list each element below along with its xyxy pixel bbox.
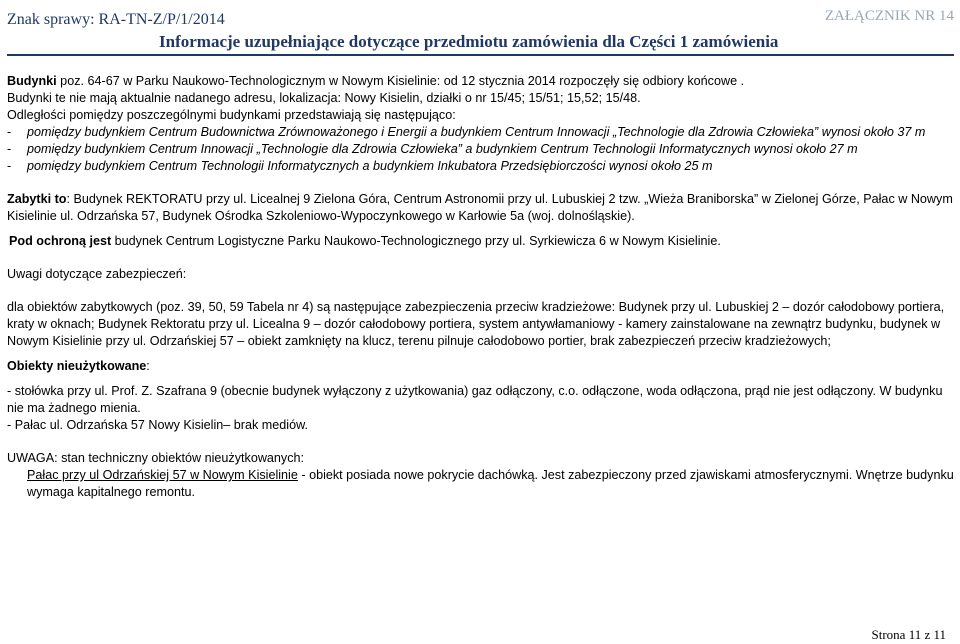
distance-text: pomiędzy budynkiem Centrum Innowacji „Technologie dla Zdrowia Człowieka” a budynkiem Centrum Technologii Informatycznych wynosi około 27 m bbox=[27, 142, 858, 156]
protection-text: budynek Centrum Logistyczne Parku Naukowo-Technologicznego przy ul. Syrkiewicza 6 w Nowym Kisielinie. bbox=[111, 234, 721, 248]
document-body bbox=[7, 73, 957, 501]
distance-text: pomiędzy budynkiem Centrum Budownictwa Zrównoważonego i Energii a budynkiem Centrum Innowacji „Technologie dla Zdrowia Człowieka” wynosi około 37 m bbox=[27, 125, 926, 139]
protection-paragraph bbox=[7, 233, 957, 250]
unused-item: - stołówka przy ul. Prof. Z. Szafrana 9 (obecnie budynek wyłączony z użytkowania) gaz odłączony, c.o. odłączone, woda odłączona, prąd nie jest odłączony. W budynku nie ma żadnego mienia. bbox=[7, 384, 943, 415]
buildings-label: Budynki bbox=[7, 74, 57, 88]
page-number: Strona 11 z 11 bbox=[871, 627, 946, 642]
monuments-label: Zabytki to bbox=[7, 192, 67, 206]
distance-item: - pomiędzy budynkiem Centrum Technologii Informatycznych a budynkiem Inkubatora Przedsiębiorczości wynosi około 25 m bbox=[7, 159, 713, 173]
note-text: - obiekt posiada nowe pokrycie dachówką. Jest zabezpieczony przed zjawiskami atmosferycznymi. Wnętrze budynku wymaga kapitalnego remontu. bbox=[27, 468, 954, 499]
distance-text: pomiędzy budynkiem Centrum Technologii Informatycznych a budynkiem Inkubatora Przedsiębiorczości wynosi około 25 m bbox=[27, 159, 713, 173]
buildings-paragraph bbox=[7, 73, 957, 90]
distance-item: - pomiędzy budynkiem Centrum Budownictwa Zrównoważonego i Energii a budynkiem Centrum Innowacji „Technologie dla Zdrowia Człowieka” wynosi około 37 m bbox=[7, 125, 926, 139]
monuments-paragraph bbox=[7, 191, 957, 225]
note-place: Pałac przy ul Odrzańskiej 57 w Nowym Kisielinie bbox=[27, 468, 298, 482]
distance-item: - pomiędzy budynkiem Centrum Innowacji „Technologie dla Zdrowia Człowieka” a budynkiem Centrum Technologii Informatycznych wynosi około 27 m bbox=[7, 142, 858, 156]
buildings-text: poz. 64-67 w Parku Naukowo-Technologicznym w Nowym Kisielinie: od 12 stycznia 2014 rozpoczęły się odbiory końcowe . bbox=[56, 74, 745, 88]
distances-intro: Odległości pomiędzy poszczególnymi budynkami przedstawiają się następująco: bbox=[7, 108, 456, 122]
case-number: Znak sprawy: RA-TN-Z/P/1/2014 bbox=[7, 11, 225, 28]
protection-label: Pod ochroną jest bbox=[9, 234, 112, 248]
address-paragraph: Budynki te nie mają aktualnie nadanego adresu, lokalizacja: Nowy Kisielin, działki o nr 15/45; 15/51; 15,52; 15/48. bbox=[7, 91, 641, 105]
security-paragraph: dla obiektów zabytkowych (poz. 39, 50, 59 Tabela nr 4) są następujące zabezpieczenia przeciw kradzieżowe: Budynek przy ul. Lubuskiej 2 – dozór całodobowy portiera, kraty w oknach; Budynek Rektoratu przy ul. Licealna 9 – dozór całodobowy portiera, system antywłamaniowy - kamery zainstalowane na zewnątrz budynku, budynek w Nowym Kisielinie przy ul. Odrzańskiej 57 – obiekt zamknięty na klucz, terenu pilnuje całodobowo portier, brak zabezpieczeń przeciw kradzieżowych; bbox=[7, 300, 945, 348]
note-label: UWAGA: stan techniczny obiektów nieużytkowanych: bbox=[7, 451, 305, 465]
distances-section bbox=[7, 107, 957, 175]
document-title: Informacje uzupełniające dotyczące przedmiotu zamówienia dla Części 1 zamówienia bbox=[159, 32, 779, 51]
monuments-text: : Budynek REKTORATU przy ul. Licealnej 9 Zielona Góra, Centrum Astronomii przy ul. Lubuskiej 2 tzw. „Wieża Braniborska” w Zielonej Górze, Pałac w Nowym Kisielinie ul. Odrzańska 57, Budynek Ośrodka Szkoleniowo-Wypoczynkowego w Karłowie 5a (woj. dolnośląskie). bbox=[7, 192, 953, 223]
unused-heading: Obiekty nieużytkowane bbox=[7, 359, 147, 373]
unused-item: - Pałac ul. Odrzańska 57 Nowy Kisielin– brak mediów. bbox=[7, 418, 308, 432]
unused-heading-colon: : bbox=[146, 359, 150, 373]
unused-heading-line bbox=[7, 358, 957, 375]
attachment-label: ZAŁĄCZNIK NR 14 bbox=[824, 8, 954, 24]
page-header bbox=[7, 8, 954, 56]
note-paragraph bbox=[7, 467, 957, 501]
security-heading: Uwagi dotyczące zabezpieczeń: bbox=[7, 267, 187, 281]
